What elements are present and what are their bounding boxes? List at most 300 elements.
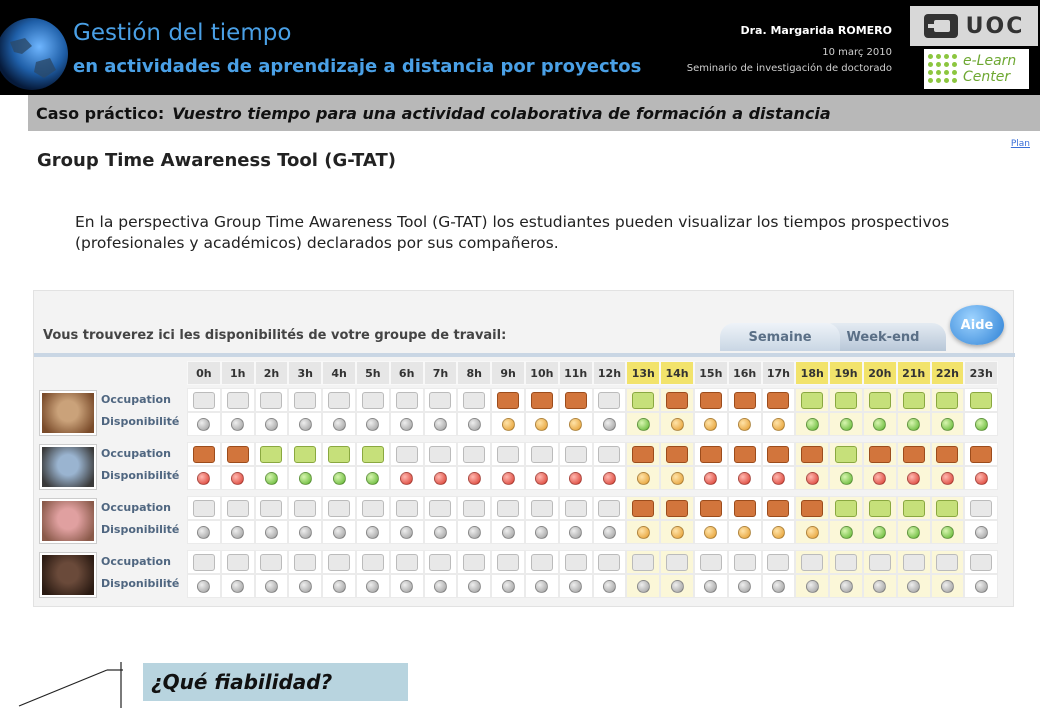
case-study-label: Caso práctico: (36, 103, 165, 123)
presentation-title: Gestión del tiempo (73, 20, 292, 46)
occupation-cell[interactable] (795, 442, 829, 466)
occupation-cell[interactable] (491, 496, 525, 520)
availability-cell (322, 574, 356, 598)
empty-slot-icon (227, 554, 249, 571)
occupation-cell[interactable] (829, 442, 863, 466)
availability-red-dot-icon (502, 472, 515, 485)
occupation-cell[interactable] (863, 550, 897, 574)
occupation-cell[interactable] (897, 550, 931, 574)
occupation-cell[interactable] (931, 388, 965, 412)
empty-slot-icon (565, 554, 587, 571)
occupation-cell[interactable] (660, 496, 694, 520)
briefcase-icon (227, 446, 249, 463)
occupation-cell[interactable] (424, 496, 458, 520)
availability-gray-dot-icon (704, 580, 717, 593)
occupation-cell[interactable] (457, 388, 491, 412)
empty-slot-icon (700, 554, 722, 571)
availability-cell (931, 520, 965, 544)
availability-cell (593, 520, 627, 544)
availability-cell (424, 520, 458, 544)
mortarboard-icon (903, 392, 925, 409)
mortarboard-icon (970, 392, 992, 409)
occupation-cell[interactable] (762, 388, 796, 412)
occupation-cell[interactable] (863, 496, 897, 520)
empty-slot-icon (396, 446, 418, 463)
availability-cell (288, 520, 322, 544)
occupation-cell[interactable] (255, 550, 289, 574)
availability-orange-dot-icon (569, 418, 582, 431)
availability-cell (931, 574, 965, 598)
mortarboard-icon (328, 446, 350, 463)
occupation-cell[interactable] (356, 496, 390, 520)
empty-slot-icon (260, 500, 282, 517)
occupation-cell[interactable] (728, 388, 762, 412)
hour-header-cell: 6h (390, 361, 424, 385)
occupation-cell[interactable] (626, 388, 660, 412)
empty-slot-icon (936, 554, 958, 571)
occupation-label: Occupation (101, 447, 171, 460)
availability-label: Disponibilité (101, 523, 180, 536)
briefcase-icon (700, 446, 722, 463)
availability-gray-dot-icon (502, 526, 515, 539)
availability-cell (424, 412, 458, 436)
availability-green-dot-icon (907, 526, 920, 539)
availability-gray-dot-icon (333, 526, 346, 539)
occupation-cell[interactable] (593, 550, 627, 574)
uoc-logo (910, 6, 1038, 46)
occupation-cell[interactable] (288, 550, 322, 574)
availability-cell (694, 412, 728, 436)
section-title: Group Time Awareness Tool (G-TAT) (37, 150, 396, 171)
availability-gray-dot-icon (806, 580, 819, 593)
availability-gray-dot-icon (434, 580, 447, 593)
hour-header-cell: 10h (525, 361, 559, 385)
occupation-cell[interactable] (187, 442, 221, 466)
availability-cell (255, 412, 289, 436)
occupation-cell[interactable] (897, 388, 931, 412)
availability-green-dot-icon (333, 472, 346, 485)
briefcase-icon (936, 446, 958, 463)
availability-cell (931, 466, 965, 490)
occupation-cell[interactable] (457, 496, 491, 520)
availability-cell (660, 520, 694, 544)
occupation-cell[interactable] (795, 388, 829, 412)
occupation-cell[interactable] (390, 442, 424, 466)
occupation-cell[interactable] (728, 496, 762, 520)
availability-cell (525, 466, 559, 490)
availability-cell (390, 520, 424, 544)
occupation-cell[interactable] (390, 388, 424, 412)
occupation-cell[interactable] (660, 442, 694, 466)
occupation-cell[interactable] (288, 496, 322, 520)
uoc-mark-icon (924, 14, 958, 38)
availability-cell (255, 574, 289, 598)
hour-header-cell: 7h (424, 361, 458, 385)
occupation-cell[interactable] (424, 442, 458, 466)
occupation-cell[interactable] (187, 388, 221, 412)
availability-cell (897, 466, 931, 490)
occupation-cell[interactable] (322, 496, 356, 520)
empty-slot-icon (260, 392, 282, 409)
case-study-title: Vuestro tiempo para una actividad colaborativa de formación a distancia (172, 103, 831, 123)
hour-header-cell: 18h (795, 361, 829, 385)
occupation-cell[interactable] (525, 388, 559, 412)
availability-gray-dot-icon (366, 526, 379, 539)
occupation-cell[interactable] (559, 388, 593, 412)
occupation-cell[interactable] (288, 388, 322, 412)
availability-cell (187, 412, 221, 436)
availability-green-dot-icon (873, 418, 886, 431)
header-bar (0, 0, 1040, 95)
availability-cell (964, 520, 998, 544)
occupation-cell[interactable] (863, 388, 897, 412)
availability-red-dot-icon (197, 472, 210, 485)
availability-cell (829, 574, 863, 598)
availability-cell (795, 466, 829, 490)
occupation-cell[interactable] (187, 496, 221, 520)
elearn-logo-text: e-Learn Center (963, 53, 1017, 85)
empty-slot-icon (193, 554, 215, 571)
occupation-cell[interactable] (694, 550, 728, 574)
occupation-cell[interactable] (424, 388, 458, 412)
empty-slot-icon (801, 554, 823, 571)
availability-cell (931, 412, 965, 436)
availability-gray-dot-icon (400, 418, 413, 431)
occupation-cell[interactable] (356, 550, 390, 574)
briefcase-icon (767, 500, 789, 517)
availability-gray-dot-icon (671, 580, 684, 593)
occupation-cell[interactable] (322, 550, 356, 574)
occupation-cell[interactable] (322, 442, 356, 466)
occupation-cell[interactable] (424, 550, 458, 574)
occupation-cell[interactable] (593, 388, 627, 412)
occupation-cell[interactable] (322, 388, 356, 412)
empty-slot-icon (294, 392, 316, 409)
availability-cell (660, 466, 694, 490)
occupation-cell[interactable] (255, 388, 289, 412)
occupation-cell[interactable] (255, 496, 289, 520)
occupation-cell[interactable] (728, 442, 762, 466)
briefcase-icon (565, 392, 587, 409)
availability-cell (728, 520, 762, 544)
hour-header-cell: 3h (288, 361, 322, 385)
occupation-cell[interactable] (964, 388, 998, 412)
occupation-cell[interactable] (525, 442, 559, 466)
empty-slot-icon (869, 554, 891, 571)
availability-cell (255, 466, 289, 490)
occupation-cell[interactable] (255, 442, 289, 466)
occupation-cell[interactable] (593, 496, 627, 520)
tab-semaine[interactable]: Semaine (720, 323, 840, 351)
briefcase-icon (767, 446, 789, 463)
availability-cell (795, 412, 829, 436)
occupation-cell[interactable] (221, 496, 255, 520)
availability-gray-dot-icon (468, 418, 481, 431)
hour-header-cell: 8h (457, 361, 491, 385)
availability-gray-dot-icon (502, 580, 515, 593)
availability-cell (964, 412, 998, 436)
hour-header-cell: 15h (694, 361, 728, 385)
availability-cell (593, 466, 627, 490)
occupation-cell[interactable] (491, 442, 525, 466)
avatar (39, 390, 97, 436)
occupation-cell[interactable] (931, 550, 965, 574)
empty-slot-icon (565, 500, 587, 517)
occupation-cell[interactable] (356, 442, 390, 466)
availability-cell (221, 520, 255, 544)
empty-slot-icon (970, 500, 992, 517)
occupation-cell[interactable] (660, 550, 694, 574)
availability-gray-dot-icon (197, 418, 210, 431)
occupation-cell[interactable] (829, 550, 863, 574)
occupation-cell[interactable] (964, 550, 998, 574)
occupation-cell[interactable] (694, 442, 728, 466)
occupation-cell[interactable] (762, 442, 796, 466)
occupation-cell[interactable] (964, 442, 998, 466)
occupation-cell[interactable] (626, 496, 660, 520)
empty-slot-icon (362, 500, 384, 517)
tab-weekend[interactable]: Week-end (820, 323, 946, 351)
availability-cell (863, 412, 897, 436)
occupation-cell[interactable] (390, 496, 424, 520)
question-text: ¿Qué fiabilidad? (151, 670, 333, 694)
availability-orange-dot-icon (637, 526, 650, 539)
availability-cell (762, 466, 796, 490)
occupation-cell[interactable] (660, 388, 694, 412)
occupation-cell[interactable] (593, 442, 627, 466)
elearn-dots-icon (928, 54, 958, 84)
availability-cell (863, 466, 897, 490)
availability-cell (457, 574, 491, 598)
availability-gray-dot-icon (569, 580, 582, 593)
avatar (39, 552, 97, 598)
availability-cell (897, 412, 931, 436)
availability-gray-dot-icon (840, 580, 853, 593)
availability-cell (559, 412, 593, 436)
availability-cell (491, 574, 525, 598)
availability-cell (525, 520, 559, 544)
hour-header-row (187, 361, 998, 385)
availability-gray-dot-icon (975, 526, 988, 539)
occupation-cell[interactable] (795, 496, 829, 520)
availability-gray-dot-icon (873, 580, 886, 593)
availability-red-dot-icon (738, 472, 751, 485)
empty-slot-icon (362, 392, 384, 409)
empty-slot-icon (734, 554, 756, 571)
empty-slot-icon (598, 500, 620, 517)
availability-cell (390, 412, 424, 436)
availability-red-dot-icon (772, 472, 785, 485)
empty-slot-icon (227, 500, 249, 517)
empty-slot-icon (531, 554, 553, 571)
occupation-cell[interactable] (694, 388, 728, 412)
mortarboard-icon (869, 392, 891, 409)
hour-header-cell: 22h (931, 361, 965, 385)
availability-green-dot-icon (975, 418, 988, 431)
occupation-cell[interactable] (356, 388, 390, 412)
availability-gray-dot-icon (400, 580, 413, 593)
occupation-cell[interactable] (762, 496, 796, 520)
availability-red-dot-icon (535, 472, 548, 485)
availability-cell (626, 412, 660, 436)
participant-row (36, 495, 1014, 547)
availability-cell (491, 466, 525, 490)
availability-gray-dot-icon (265, 526, 278, 539)
availability-gray-dot-icon (366, 418, 379, 431)
empty-slot-icon (903, 554, 925, 571)
empty-slot-icon (294, 554, 316, 571)
empty-slot-icon (193, 500, 215, 517)
occupation-cell[interactable] (221, 550, 255, 574)
occupation-cell[interactable] (525, 550, 559, 574)
blurred-photo-icon (42, 393, 94, 433)
occupation-cell[interactable] (897, 496, 931, 520)
hour-header-cell: 9h (491, 361, 525, 385)
hour-header-cell: 23h (964, 361, 998, 385)
occupation-cell[interactable] (829, 496, 863, 520)
availability-cell (491, 412, 525, 436)
mortarboard-icon (632, 392, 654, 409)
hour-header-cell: 4h (322, 361, 356, 385)
empty-slot-icon (497, 446, 519, 463)
occupation-cell[interactable] (762, 550, 796, 574)
availability-cell (660, 412, 694, 436)
availability-gray-dot-icon (197, 526, 210, 539)
hour-header-cell: 21h (897, 361, 931, 385)
availability-cell (626, 520, 660, 544)
occupation-cell[interactable] (728, 550, 762, 574)
globe-icon (0, 12, 70, 92)
mortarboard-icon (835, 500, 857, 517)
occupation-cell[interactable] (390, 550, 424, 574)
briefcase-icon (666, 392, 688, 409)
availability-red-dot-icon (569, 472, 582, 485)
availability-cell (322, 466, 356, 490)
occupation-cell[interactable] (964, 496, 998, 520)
availability-cell (424, 466, 458, 490)
availability-green-dot-icon (873, 526, 886, 539)
occupation-cell[interactable] (457, 442, 491, 466)
availability-cell (762, 520, 796, 544)
briefcase-icon (700, 500, 722, 517)
gtat-tool-screenshot (33, 290, 1014, 607)
availability-gray-dot-icon (907, 580, 920, 593)
occupation-cell[interactable] (187, 550, 221, 574)
occupation-cell[interactable] (626, 550, 660, 574)
availability-cell (187, 574, 221, 598)
occupation-cell[interactable] (559, 496, 593, 520)
presentation-subtitle: en actividades de aprendizaje a distancia por proyectos (73, 56, 642, 77)
availability-cell (694, 574, 728, 598)
occupation-cell[interactable] (491, 388, 525, 412)
empty-slot-icon (362, 554, 384, 571)
empty-slot-icon (565, 446, 587, 463)
elearn-center-logo (924, 49, 1029, 89)
availability-gray-dot-icon (569, 526, 582, 539)
plan-link[interactable]: Plan (1010, 139, 1030, 149)
hour-header-cell: 2h (255, 361, 289, 385)
availability-cell (255, 520, 289, 544)
occupation-cell[interactable] (626, 442, 660, 466)
availability-gray-dot-icon (299, 418, 312, 431)
availability-gray-dot-icon (231, 526, 244, 539)
occupation-cell[interactable] (288, 442, 322, 466)
availability-cell (322, 412, 356, 436)
availability-gray-dot-icon (333, 418, 346, 431)
occupation-cell[interactable] (559, 550, 593, 574)
availability-cell (187, 466, 221, 490)
availability-red-dot-icon (434, 472, 447, 485)
occupation-cell[interactable] (457, 550, 491, 574)
case-study-band (28, 95, 1040, 131)
help-button[interactable]: Aide (950, 305, 1004, 345)
availability-cell (863, 520, 897, 544)
availability-orange-dot-icon (671, 526, 684, 539)
empty-slot-icon (328, 500, 350, 517)
availability-orange-dot-icon (502, 418, 515, 431)
occupation-cell[interactable] (221, 442, 255, 466)
availability-gray-dot-icon (400, 526, 413, 539)
occupation-cell[interactable] (221, 388, 255, 412)
occupation-cell[interactable] (795, 550, 829, 574)
occupation-cell[interactable] (931, 442, 965, 466)
blurred-photo-icon (42, 501, 94, 541)
occupation-cell[interactable] (559, 442, 593, 466)
hour-header-cell: 19h (829, 361, 863, 385)
availability-cell (762, 574, 796, 598)
empty-slot-icon (429, 446, 451, 463)
occupation-cell[interactable] (931, 496, 965, 520)
briefcase-icon (801, 446, 823, 463)
mortarboard-icon (903, 500, 925, 517)
presentation-date: 10 març 2010 (822, 47, 892, 58)
availability-cell (457, 520, 491, 544)
occupation-cell[interactable] (897, 442, 931, 466)
hour-header-cell: 0h (187, 361, 221, 385)
availability-orange-dot-icon (738, 526, 751, 539)
availability-cell (728, 466, 762, 490)
availability-red-dot-icon (468, 472, 481, 485)
hour-header-cell: 12h (593, 361, 627, 385)
availability-gray-dot-icon (197, 580, 210, 593)
availability-green-dot-icon (637, 418, 650, 431)
participant-row (36, 441, 1014, 493)
availability-cell (457, 466, 491, 490)
briefcase-icon (700, 392, 722, 409)
availability-cell (491, 520, 525, 544)
occupation-cell[interactable] (525, 496, 559, 520)
occupation-cell[interactable] (694, 496, 728, 520)
occupation-cell[interactable] (491, 550, 525, 574)
corner-decoration (15, 660, 125, 710)
briefcase-icon (497, 392, 519, 409)
availability-orange-dot-icon (535, 418, 548, 431)
empty-slot-icon (598, 446, 620, 463)
empty-slot-icon (396, 392, 418, 409)
availability-red-dot-icon (806, 472, 819, 485)
availability-gray-dot-icon (603, 418, 616, 431)
availability-cell (390, 466, 424, 490)
occupation-cell[interactable] (863, 442, 897, 466)
availability-cell (897, 574, 931, 598)
availability-gray-dot-icon (231, 580, 244, 593)
availability-gray-dot-icon (535, 526, 548, 539)
occupation-cell[interactable] (829, 388, 863, 412)
empty-slot-icon (227, 392, 249, 409)
availability-cell (559, 466, 593, 490)
availability-label: Disponibilité (101, 469, 180, 482)
availability-cell (728, 574, 762, 598)
